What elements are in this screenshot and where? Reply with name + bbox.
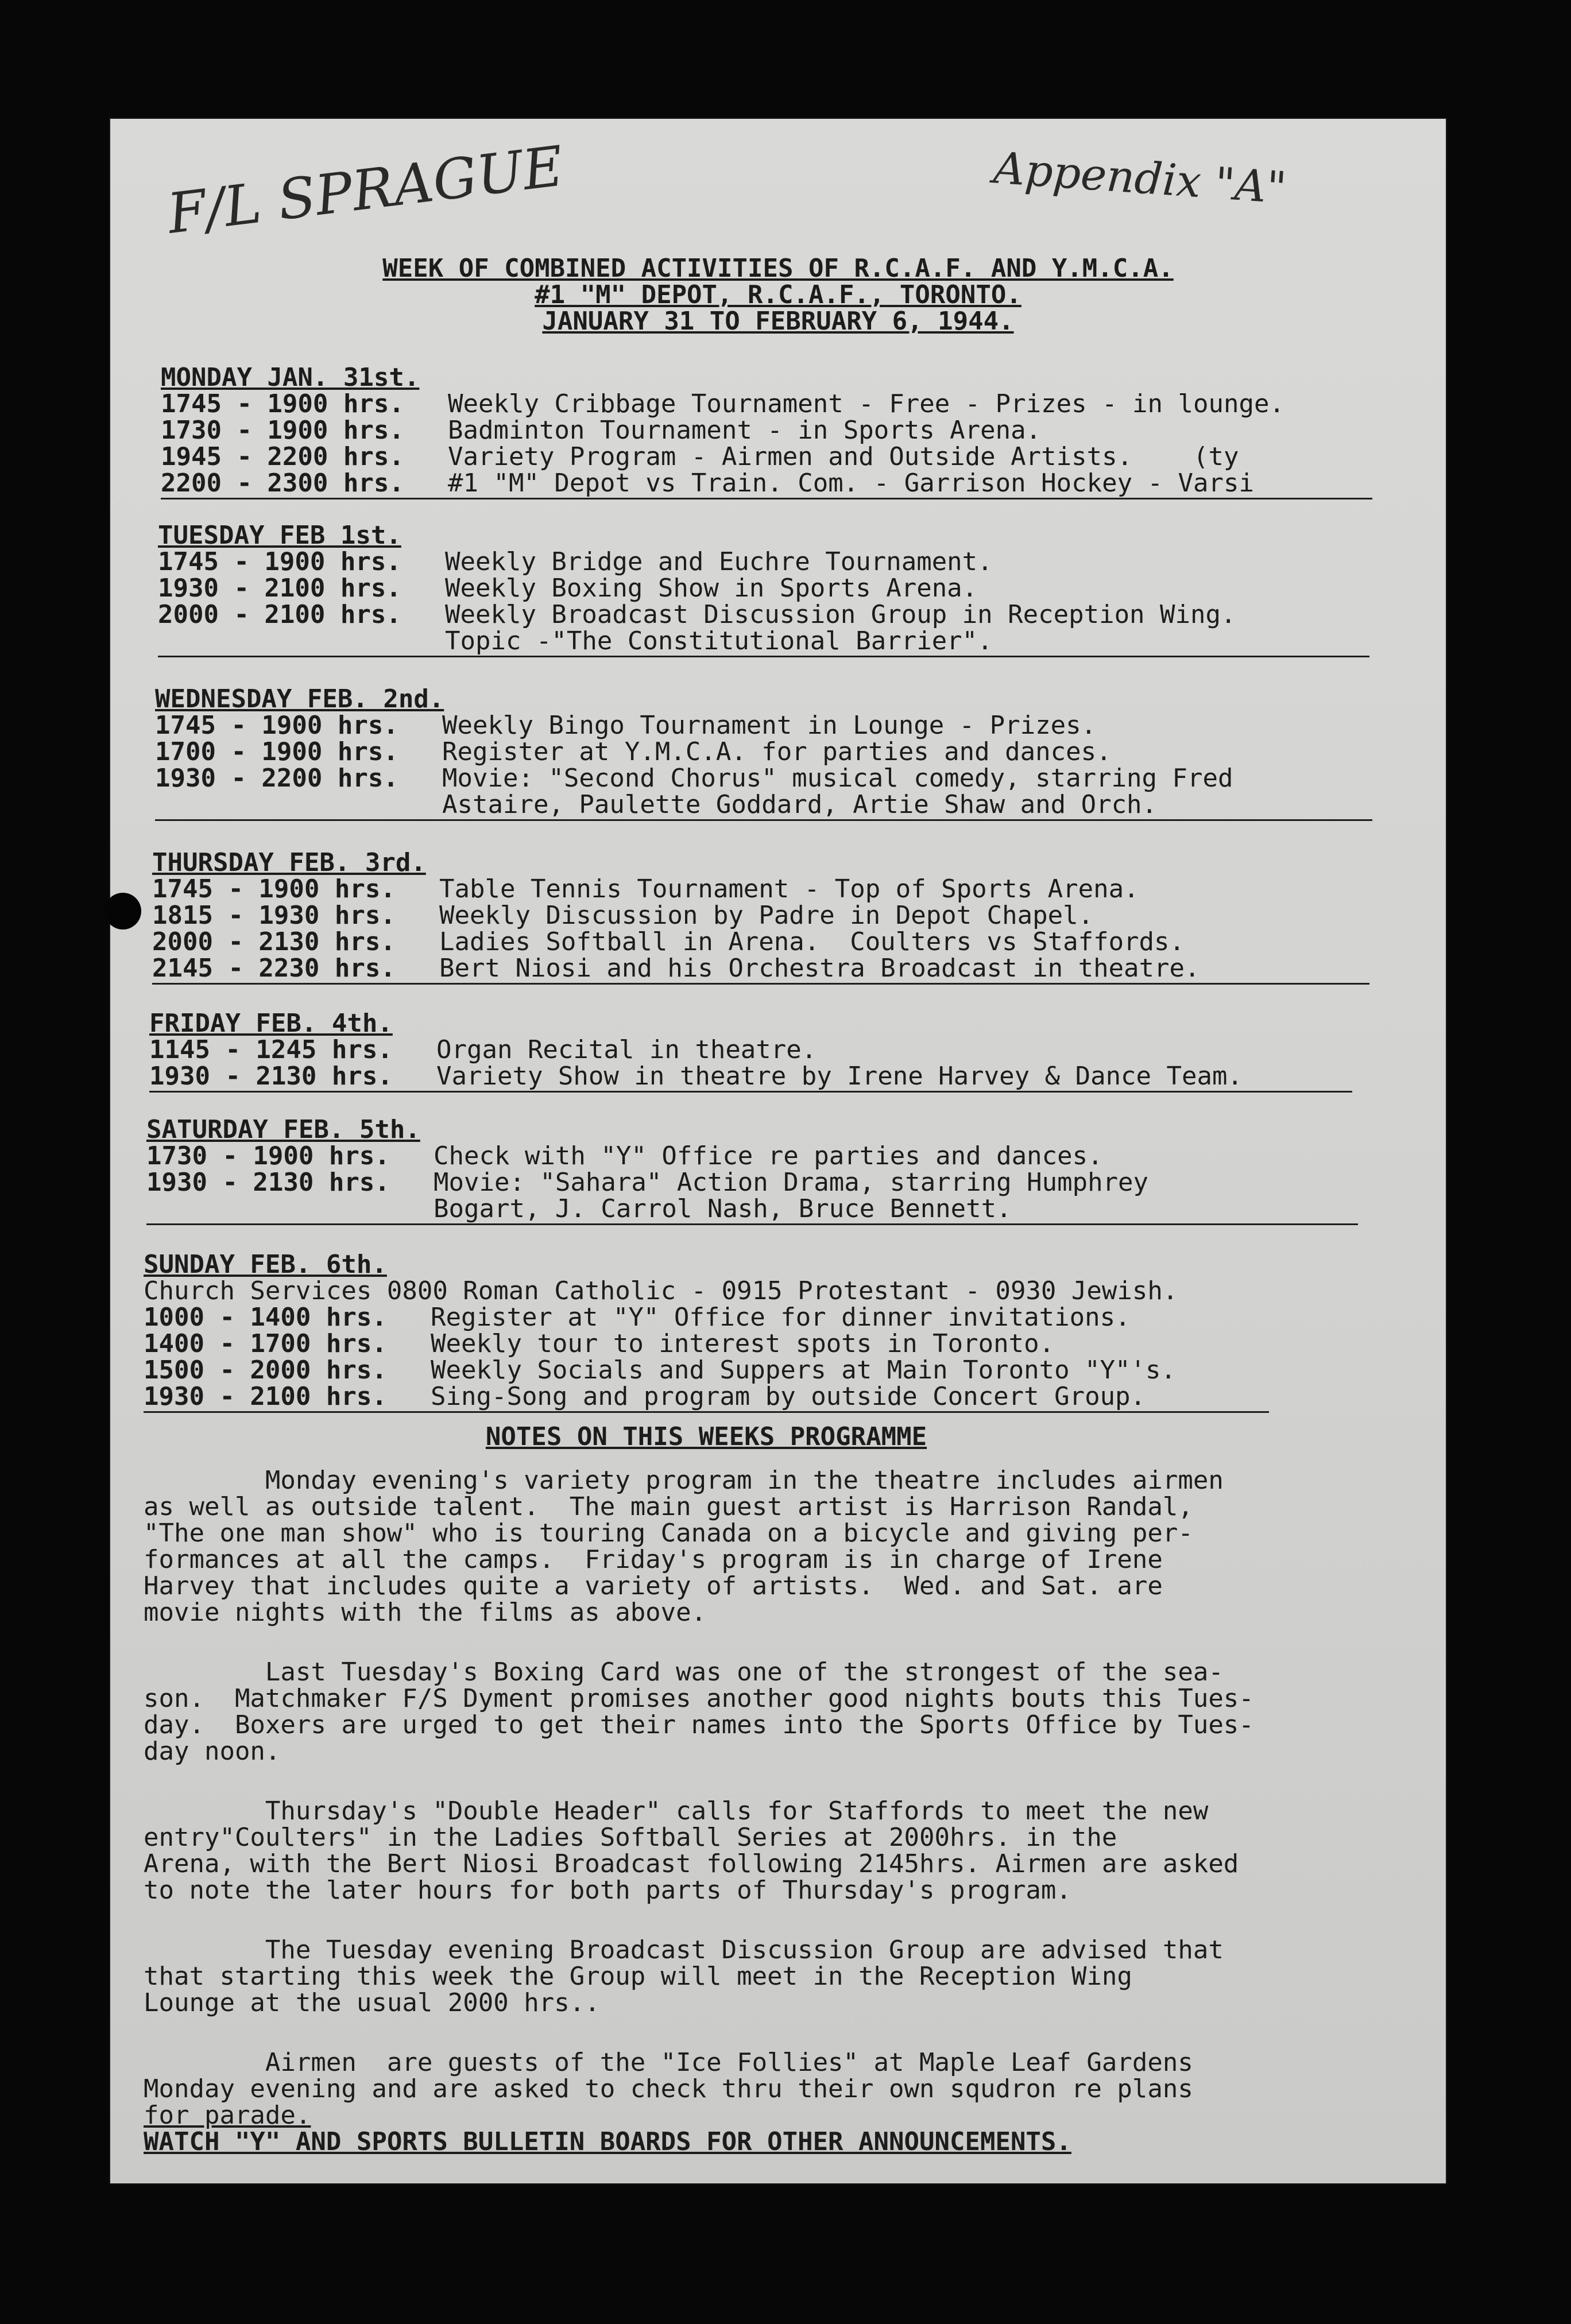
- event-time: 1730 - 1900 hrs.: [146, 1141, 390, 1171]
- header-title: WEEK OF COMBINED ACTIVITIES OF R.C.A.F. AND Y.M.C.A.: [382, 254, 1174, 283]
- event-text: Sing-Song and program by outside Concert Group.: [431, 1382, 1146, 1411]
- event-time: 1930 - 2130 hrs.: [146, 1168, 390, 1197]
- section-rule: [155, 819, 1372, 821]
- church-services: Church Services 0800 Roman Catholic - 0915 Protestant - 0930 Jewish.: [144, 1276, 1178, 1306]
- event-text: Bert Niosi and his Orchestra Broadcast in theatre.: [439, 954, 1200, 983]
- event-text: Register at Y.M.C.A. for parties and dances.: [442, 737, 1112, 766]
- event-time: 1745 - 1900 hrs.: [161, 389, 404, 419]
- event-text: Weekly Socials and Suppers at Main Toronto "Y"'s.: [431, 1355, 1177, 1385]
- document-page: [109, 118, 1447, 2184]
- section-rule: [161, 498, 1372, 499]
- event-row: [149, 1037, 1487, 1063]
- event-text: Weekly tour to interest spots in Toronto.: [431, 1329, 1055, 1358]
- event-time: 1745 - 1900 hrs.: [152, 874, 396, 904]
- notes-paragraph: Last Tuesday's Boxing Card was one of the strongest of the sea- son. Matchmaker F/S Dyment promises another good nights bouts this Tues- day. Boxers are urged to get their names into the Sports Office by Tues- day noon.: [144, 1657, 1254, 1766]
- day-heading: MONDAY JAN. 31st.: [161, 363, 420, 392]
- event-row: [152, 876, 1490, 903]
- event-text: Movie: "Sahara" Action Drama, starring Humphrey: [434, 1168, 1149, 1197]
- section-rule: [144, 1411, 1269, 1413]
- event-time: 1945 - 2200 hrs.: [161, 442, 404, 471]
- day-heading: THURSDAY FEB. 3rd.: [152, 848, 426, 877]
- event-time: 1745 - 1900 hrs.: [158, 547, 401, 576]
- event-time: 1500 - 2000 hrs.: [144, 1355, 387, 1385]
- event-continuation: Topic -"The Constitutional Barrier".: [445, 626, 993, 656]
- day-heading: TUESDAY FEB 1st.: [158, 521, 401, 550]
- event-row: [158, 549, 1496, 575]
- event-text: Weekly Bingo Tournament in Lounge - Prizes.: [442, 711, 1097, 740]
- event-text: Movie: "Second Chorus" musical comedy, starring Fred: [442, 764, 1233, 793]
- event-text: Organ Recital in theatre.: [436, 1035, 817, 1064]
- event-text: Check with "Y" Office re parties and dances.: [434, 1141, 1103, 1171]
- event-text: Weekly Discussion by Padre in Depot Chapel.: [439, 901, 1094, 930]
- notes-paragraph: The Tuesday evening Broadcast Discussion Group are advised that that starting this week the Group will meet in the Reception Wing Lounge at the usual 2000 hrs..: [144, 1935, 1224, 2017]
- section-rule: [149, 1091, 1352, 1093]
- event-row: [158, 575, 1496, 602]
- event-text: #1 "M" Depot vs Train. Com. - Garrison Hockey - Varsi: [448, 468, 1254, 498]
- event-row: [161, 470, 1499, 497]
- event-text: Ladies Softball in Arena. Coulters vs Staffords.: [439, 927, 1185, 956]
- notes-paragraph: Monday evening's variety program in the theatre includes airmen as well as outside talent. The main guest artist is Harrison Randal, "The one man show" who is touring Canada on a bicycle and giving per- formances at all the camps. Friday's program is in charge of Irene Harvey that includes quite a variety of artists. Wed. and Sat. are movie nights with the films as above.: [144, 1466, 1224, 1627]
- event-row: [152, 929, 1490, 955]
- notes-paragraph: Airmen are guests of the "Ice Follies" at Maple Leaf Gardens Monday evening and are asked to check thru their own squdron re plans: [144, 2048, 1193, 2104]
- section-rule: [152, 983, 1369, 985]
- header-dates: JANUARY 31 TO FEBRUARY 6, 1944.: [542, 307, 1014, 336]
- event-row: [152, 903, 1490, 929]
- day-wednesday: [155, 686, 1493, 821]
- document-header: [109, 255, 1447, 335]
- day-friday: [149, 1010, 1487, 1093]
- event-time: 1730 - 1900 hrs.: [161, 416, 404, 445]
- event-text: Variety Program - Airmen and Outside Artists. (ty: [448, 442, 1239, 471]
- event-time: 1930 - 2100 hrs.: [158, 574, 401, 603]
- event-row: [161, 444, 1499, 470]
- handwritten-appendix: Appendix "A": [992, 142, 1288, 214]
- event-time: 2145 - 2230 hrs.: [152, 954, 396, 983]
- event-row: [144, 1384, 1481, 1410]
- header-location: #1 "M" DEPOT, R.C.A.F., TORONTO.: [535, 280, 1021, 309]
- event-time: 1400 - 1700 hrs.: [144, 1329, 387, 1358]
- event-time: 1000 - 1400 hrs.: [144, 1303, 387, 1332]
- event-text: Weekly Broadcast Discussion Group in Reception Wing.: [445, 600, 1236, 629]
- day-thursday: [152, 850, 1490, 985]
- event-time: 1745 - 1900 hrs.: [155, 711, 398, 740]
- event-continuation: Bogart, J. Carrol Nash, Bruce Bennett.: [434, 1194, 1012, 1223]
- event-row: [158, 602, 1496, 628]
- day-heading: FRIDAY FEB. 4th.: [149, 1009, 393, 1038]
- event-row: [155, 765, 1493, 792]
- event-row: [152, 955, 1490, 982]
- event-row: [161, 417, 1499, 444]
- day-sunday: [144, 1252, 1481, 1413]
- event-text: Weekly Boxing Show in Sports Arena.: [445, 574, 978, 603]
- event-time: 1930 - 2200 hrs.: [155, 764, 398, 793]
- section-rule: [146, 1223, 1358, 1225]
- notes-section: [109, 1424, 1447, 2155]
- event-text: Variety Show in theatre by Irene Harvey & Dance Team.: [436, 1062, 1243, 1091]
- event-time: 2000 - 2130 hrs.: [152, 927, 396, 956]
- day-saturday: [146, 1117, 1484, 1225]
- notes-title: NOTES ON THIS WEEKS PROGRAMME: [485, 1422, 927, 1451]
- event-text: Table Tennis Tournament - Top of Sports Arena.: [439, 874, 1139, 904]
- event-time: 2200 - 2300 hrs.: [161, 468, 404, 498]
- binder-hole: [105, 893, 141, 929]
- event-text: Register at "Y" Office for dinner invitations.: [431, 1303, 1131, 1332]
- event-time: 1700 - 1900 hrs.: [155, 737, 398, 766]
- event-text: Weekly Cribbage Tournament - Free - Prizes - in lounge.: [448, 389, 1284, 419]
- bulletin-footer: WATCH "Y" AND SPORTS BULLETIN BOARDS FOR OTHER ANNOUNCEMENTS.: [144, 2127, 1071, 2156]
- event-row: [149, 1063, 1487, 1090]
- handwritten-name: F/L SPRAGUE: [164, 134, 567, 246]
- event-row: [155, 739, 1493, 765]
- event-row: [146, 1169, 1484, 1196]
- event-row: [161, 391, 1499, 417]
- event-time: 1930 - 2130 hrs.: [149, 1062, 393, 1091]
- day-heading: SATURDAY FEB. 5th.: [146, 1115, 420, 1144]
- event-row: [144, 1304, 1481, 1331]
- event-row: [144, 1357, 1481, 1384]
- event-continuation: Astaire, Paulette Goddard, Artie Shaw and Orch.: [442, 790, 1158, 819]
- day-monday: [161, 365, 1499, 499]
- day-heading: WEDNESDAY FEB. 2nd.: [155, 684, 444, 714]
- event-text: Badminton Tournament - in Sports Arena.: [448, 416, 1042, 445]
- day-tuesday: [158, 522, 1496, 657]
- event-time: 1930 - 2100 hrs.: [144, 1382, 387, 1411]
- notes-paragraph: Thursday's "Double Header" calls for Staffords to meet the new entry"Coulters" in the Ladies Softball Series at 2000hrs. in the Arena, with the Bert Niosi Broadcast following 2145hrs. Airmen are asked to note the later hours for both parts of Thursday's program.: [144, 1796, 1239, 1905]
- event-time: 2000 - 2100 hrs.: [158, 600, 401, 629]
- event-row: [146, 1143, 1484, 1169]
- event-time: 1815 - 1930 hrs.: [152, 901, 396, 930]
- event-row: [144, 1331, 1481, 1357]
- event-row: [155, 712, 1493, 739]
- event-time: 1145 - 1245 hrs.: [149, 1035, 393, 1064]
- section-rule: [158, 656, 1369, 657]
- event-text: Weekly Bridge and Euchre Tournament.: [445, 547, 993, 576]
- notes-last-line: for parade.: [144, 2101, 311, 2130]
- day-heading: SUNDAY FEB. 6th.: [144, 1250, 387, 1279]
